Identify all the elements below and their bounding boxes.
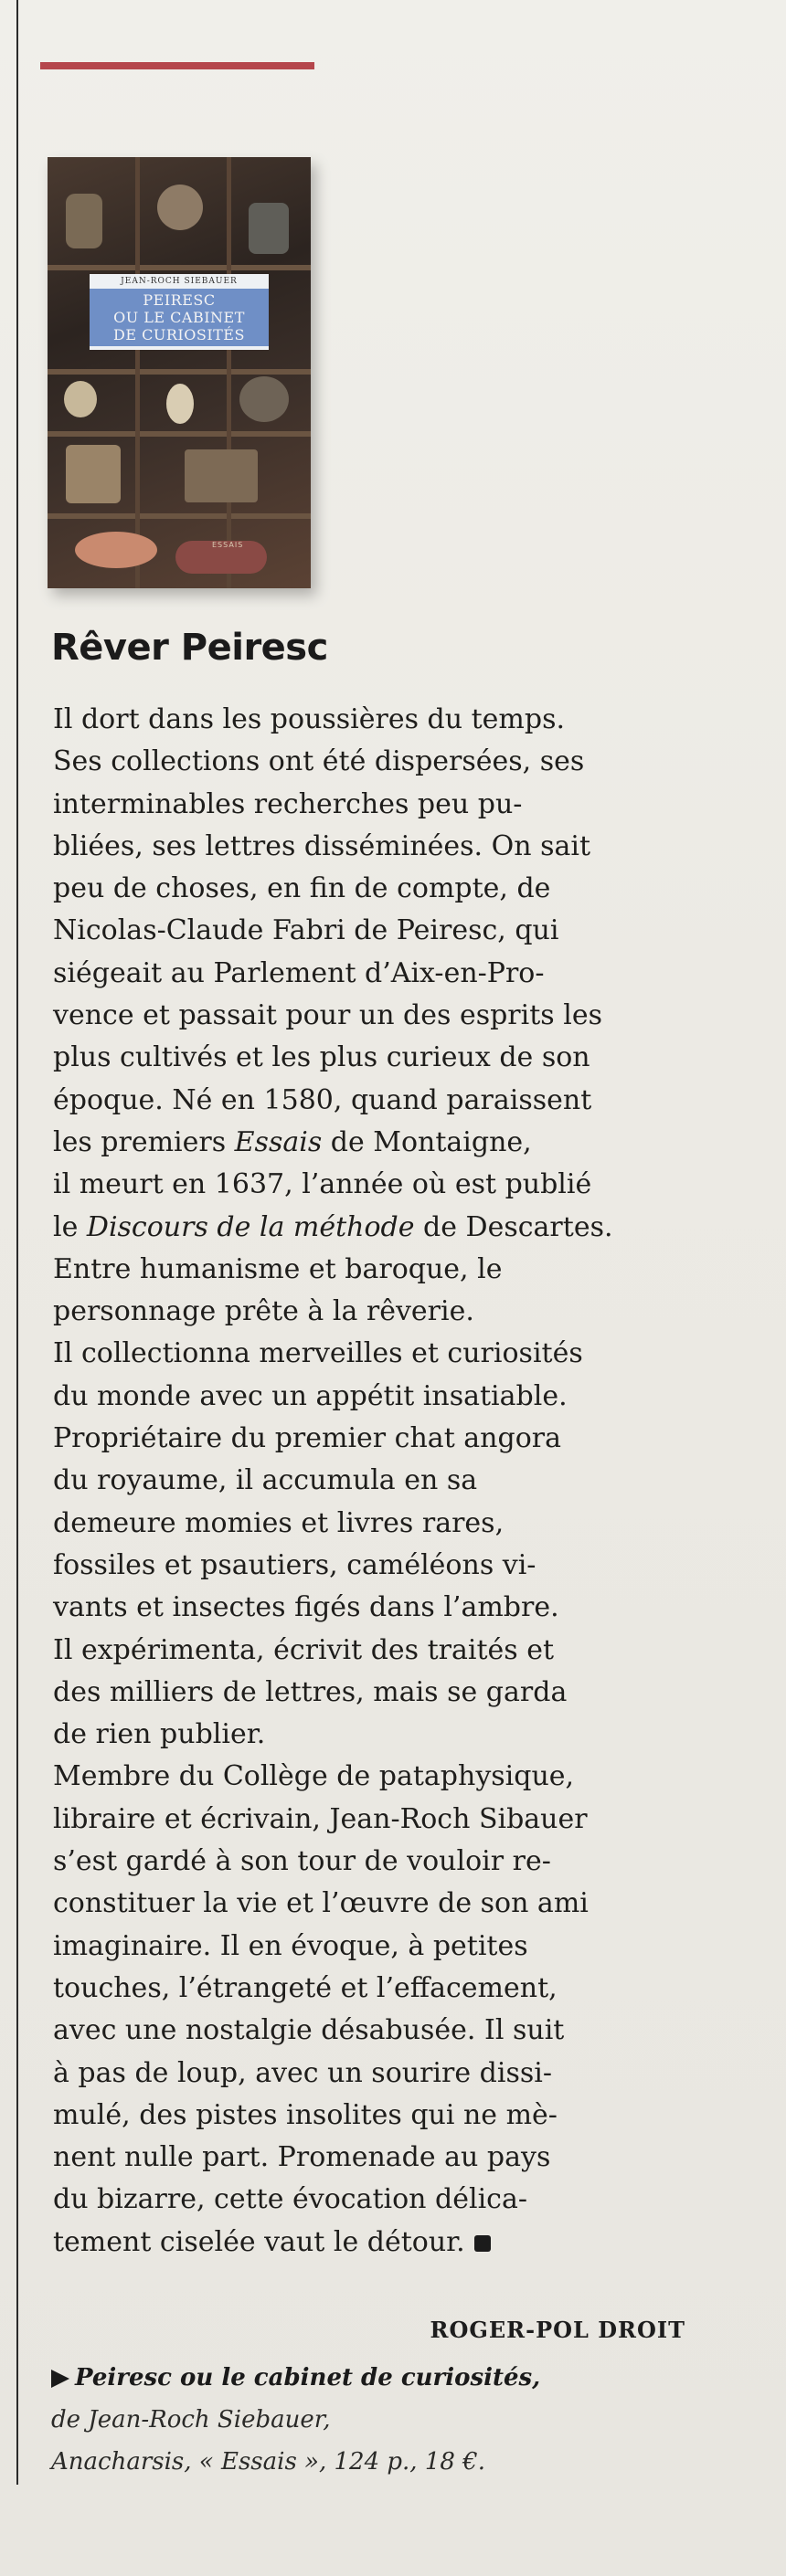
reference-book-title: Peiresc ou le cabinet de curiosités,: [75, 2364, 541, 2391]
body-text: demeure momies et livres rares,: [53, 1506, 505, 1539]
body-text: s’est gardé à son tour de vouloir re-: [53, 1845, 551, 1878]
body-text: touches, l’étrangeté et l’effacement,: [53, 1971, 558, 2004]
article-body-line: [53, 1291, 693, 1333]
article-body-line: [53, 1841, 693, 1883]
article-body-line: [53, 868, 693, 910]
article-body-line: [53, 1080, 693, 1122]
body-text: de rien publier.: [53, 1718, 266, 1751]
article-body-line: [53, 1799, 693, 1841]
article-body-line: [53, 2137, 693, 2179]
body-text: du monde avec un appétit insatiable.: [53, 1379, 568, 1412]
body-text: interminables recherches peu pu-: [53, 787, 523, 820]
body-text: du bizarre, cette évocation délica-: [53, 2183, 528, 2216]
article-headline: Rêver Peiresc: [51, 627, 328, 669]
body-text: fossiles et psautiers, caméléons vi-: [53, 1548, 536, 1581]
body-text: constituer la vie et l’œuvre de son ami: [53, 1887, 589, 1920]
article-body-line: [53, 1714, 693, 1756]
body-text: tement ciselée vaut le détour.: [53, 2225, 465, 2258]
body-text: avec une nostalgie désabusée. Il suit: [53, 2014, 565, 2047]
body-text: Membre du Collège de pataphysique,: [53, 1760, 575, 1793]
body-text: le: [53, 1210, 87, 1243]
book-cover-image: [48, 157, 311, 588]
article-body-line: [53, 2095, 693, 2137]
article-body-line: [53, 1249, 693, 1291]
body-text: époque. Né en 1580, quand paraissent: [53, 1083, 592, 1116]
article-body-line: [53, 2053, 693, 2095]
reference-publisher: Anacharsis, « Essais », 124 p., 18 €.: [51, 2448, 485, 2476]
body-text: Il dort dans les poussières du temps.: [53, 703, 566, 735]
body-text: à pas de loup, avec un sourire dissi-: [53, 2056, 552, 2089]
article-body-line: [53, 1037, 693, 1079]
pointer-triangle-icon: [51, 2370, 69, 2388]
article-body-line: [53, 741, 693, 783]
article-body-line: [53, 1587, 693, 1629]
body-text: peu de choses, en fin de compte, de: [53, 872, 551, 905]
cover-publisher: ESSAIS: [212, 541, 244, 549]
body-text: personnage prête à la rêverie.: [53, 1295, 474, 1328]
article-body-line: [53, 699, 693, 741]
article-body-line: [53, 1376, 693, 1418]
article-body-line: [53, 1503, 693, 1545]
article-body-line: [53, 1672, 693, 1714]
article-body-line: [53, 1756, 693, 1798]
body-text: Propriétaire du premier chat angora: [53, 1422, 561, 1455]
article-body-line: [53, 1883, 693, 1925]
column-divider: [16, 0, 18, 2485]
body-text: des milliers de lettres, mais se garda: [53, 1675, 568, 1708]
body-text: Il collectionna merveilles et curiosités: [53, 1337, 583, 1370]
body-text: mulé, des pistes insolites qui ne mè-: [53, 2098, 558, 2131]
body-text: Il expérimenta, écrivit des traités et: [53, 1633, 555, 1666]
article-body-line: [53, 1968, 693, 2010]
article-body-line: [53, 826, 693, 868]
article-body-line: [53, 1545, 693, 1587]
reference-title-line: [51, 2357, 540, 2399]
section-accent-rule: [40, 62, 314, 69]
body-text: plus cultivés et les plus curieux de son: [53, 1041, 590, 1074]
reference-author: de Jean-Roch Siebauer,: [51, 2406, 331, 2433]
body-text: vants et insectes figés dans l’ambre.: [53, 1591, 559, 1624]
body-text: bliées, ses lettres disséminées. On sait: [53, 829, 591, 862]
body-text: il meurt en 1637, l’année où est publié: [53, 1168, 592, 1201]
article-body-line: [53, 910, 693, 952]
cover-author: JEAN-ROCH SIEBAUER: [121, 277, 238, 286]
article-body-line: [53, 2010, 693, 2052]
body-text: Entre humanisme et baroque, le: [53, 1252, 503, 1285]
article-body-line: [53, 1926, 693, 1968]
cover-title: PEIRESC OU LE CABINET DE CURIOSITÉS: [90, 289, 269, 346]
body-text: libraire et écrivain, Jean-Roch Sibauer: [53, 1802, 588, 1835]
article-body-line: [53, 1630, 693, 1672]
body-text: nent nulle part. Promenade au pays: [53, 2141, 551, 2174]
article-body-line: [53, 1418, 693, 1460]
end-of-article-square-icon: [474, 2235, 491, 2252]
body-text: siégeait au Parlement d’Aix-en-Pro-: [53, 956, 545, 989]
article-body-line: [53, 953, 693, 995]
article-body-line: [53, 1207, 693, 1249]
article-body-line: [53, 2179, 693, 2221]
article-body-line: [53, 1164, 693, 1206]
article-body-line: [53, 2222, 693, 2264]
article-byline: ROGER-POL DROIT: [430, 2317, 685, 2343]
article-body-line: [53, 784, 693, 826]
article-body-line: [53, 995, 693, 1037]
article-body-line: [53, 1460, 693, 1502]
cover-title-label: [90, 274, 269, 350]
body-text: du royaume, il accumula en sa: [53, 1464, 478, 1497]
book-title-italic: Essais: [234, 1125, 323, 1158]
body-text: Ses collections ont été dispersées, ses: [53, 745, 585, 778]
body-text: imaginaire. Il en évoque, à petites: [53, 1929, 528, 1962]
body-text: vence et passait pour un des esprits les: [53, 999, 602, 1032]
body-text: de Montaigne,: [322, 1125, 532, 1158]
article-body-line: [53, 1333, 693, 1375]
body-text: de Descartes.: [414, 1210, 613, 1243]
body-text: Nicolas-Claude Fabri de Peiresc, qui: [53, 914, 559, 947]
body-text: les premiers: [53, 1125, 235, 1158]
article-body-line: [53, 1122, 693, 1164]
article-body: [53, 699, 693, 2264]
book-title-italic: Discours de la méthode: [86, 1210, 415, 1243]
book-reference: [51, 2357, 540, 2483]
